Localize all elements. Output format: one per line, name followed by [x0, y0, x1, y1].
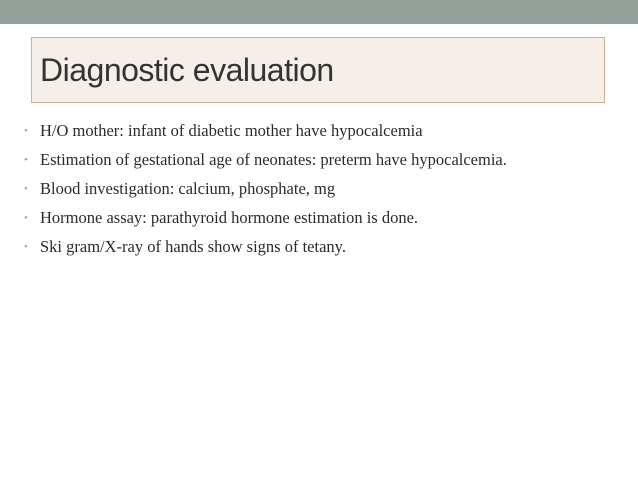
bullet-icon: • — [24, 125, 28, 137]
bullet-list — [24, 120, 624, 265]
bullet-icon: • — [24, 241, 28, 253]
bullet-item — [24, 178, 624, 207]
bullet-item — [24, 149, 624, 178]
bullet-text: Hormone assay: parathyroid hormone estimation is done. — [40, 208, 419, 227]
bullet-icon: • — [24, 212, 28, 224]
bullet-item — [24, 236, 624, 265]
bullet-text: Blood investigation: calcium, phosphate, mg — [40, 179, 336, 198]
bullet-text: Ski gram/X-ray of hands show signs of tetany. — [40, 237, 346, 256]
bullet-icon: • — [24, 154, 28, 166]
bullet-text: H/O mother: infant of diabetic mother have hypocalcemia — [40, 121, 423, 140]
title-box — [31, 37, 605, 103]
bullet-text: Estimation of gestational age of neonates: preterm have hypocalcemia. — [40, 150, 507, 169]
slide-title: Diagnostic evaluation — [40, 52, 334, 88]
bullet-item — [24, 120, 624, 149]
bullet-icon: • — [24, 183, 28, 195]
top-decorative-band — [0, 0, 638, 24]
bullet-item — [24, 207, 624, 236]
